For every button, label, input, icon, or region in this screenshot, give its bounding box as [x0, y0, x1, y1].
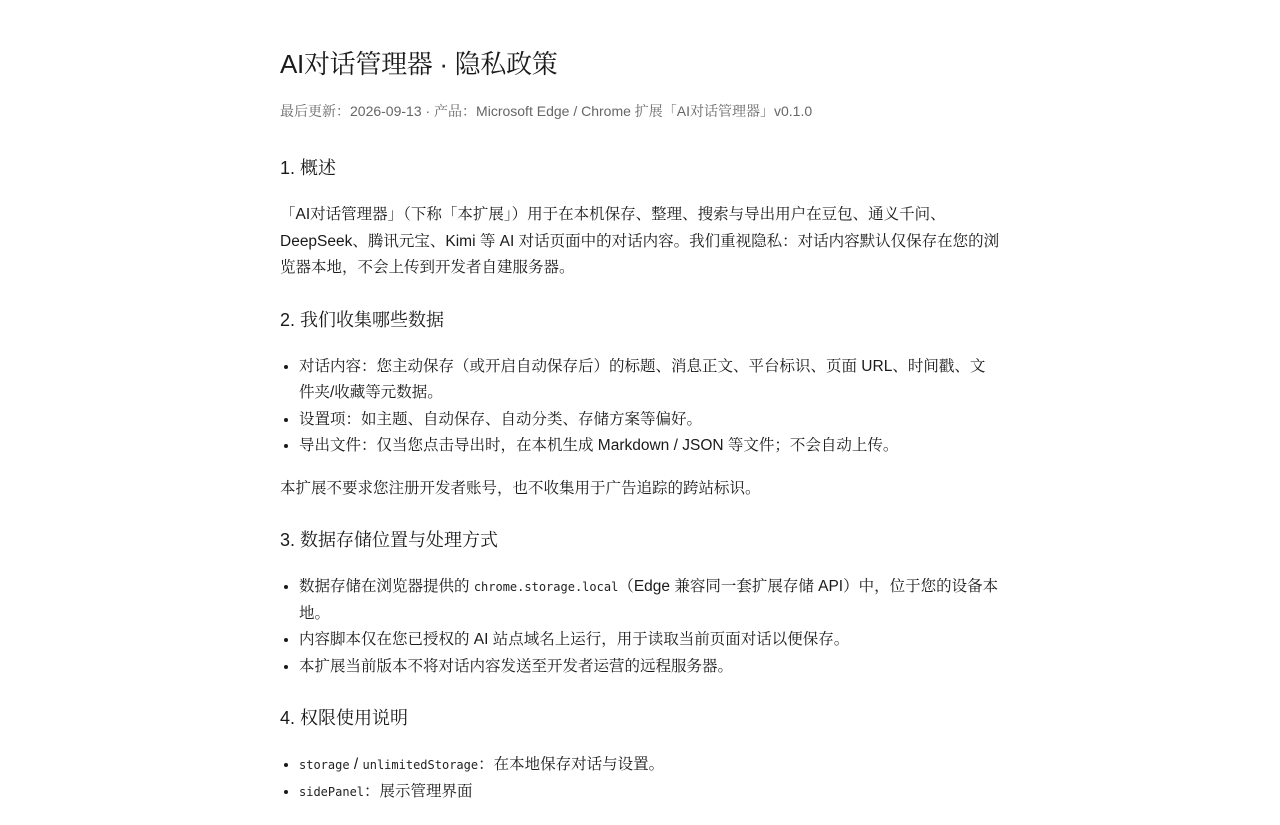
code-side-panel: sidePanel: [299, 784, 365, 799]
code-storage-local: chrome.storage.local: [473, 580, 619, 594]
item-text: ：展示管理界面: [364, 782, 473, 800]
section-permissions: [280, 700, 1000, 805]
storage-list: [280, 574, 1000, 680]
section-overview: [280, 150, 1000, 282]
item-text: ：在本地保存对话与设置。: [478, 756, 665, 773]
list-item: [299, 574, 1000, 627]
code-storage: storage: [299, 758, 350, 772]
section-heading: 1. 概述: [280, 158, 337, 178]
overview-paragraph: 「AI对话管理器」（下称「本扩展」）用于在本机保存、整理、搜索与导出用户在豆包、通义千问、DeepSeek、腾讯元宝、Kimi 等 AI 对话页面中的对话内容。我们重视隐私：对话内容默认仅保存在您的浏览器本地，不会上传到开发者自建服务器。: [280, 206, 1000, 276]
list-item: [299, 779, 1000, 806]
policy-content: [280, 150, 1000, 825]
list-item: [299, 752, 1000, 779]
page-title: AI对话管理器 · 隐私政策: [280, 49, 558, 79]
section-heading: 3. 数据存储位置与处理方式: [280, 530, 499, 550]
section-data-collected: [280, 302, 1000, 503]
no-tracking-paragraph: 本扩展不要求您注册开发者账号，也不收集用于广告追踪的跨站标识。: [280, 479, 761, 497]
list-item: • 对话内容：您主动保存（或开启自动保存后）的标题、消息正文、平台标识、页面 URL、时间戳、文件夹/收藏等元数据。: [299, 354, 1000, 407]
list-item: • 导出文件：仅当您点击导出时，在本机生成 Markdown / JSON 等文件；不会自动上传。: [299, 433, 1000, 460]
item-text: 数据存储在浏览器提供的: [299, 578, 474, 595]
section-storage: [280, 522, 1000, 680]
data-list: [280, 354, 1000, 460]
section-heading: 2. 我们收集哪些数据: [280, 309, 445, 330]
section-heading: 4. 权限使用说明: [280, 708, 409, 728]
code-unlimited-storage: unlimitedStorage: [362, 758, 479, 772]
list-item: • 设置项：如主题、自动保存、自动分类、存储方案等偏好。: [299, 407, 1000, 434]
list-item: • 内容脚本仅在您已授权的 AI 站点域名上运行，用于读取当前页面对话以便保存。: [299, 627, 1000, 654]
separator: /: [349, 756, 363, 773]
last-updated-meta: 最后更新：2026-09-13 · 产品：Microsoft Edge / Chrome 扩展「AI对话管理器」v0.1.0: [280, 103, 813, 119]
permissions-list: [280, 752, 1000, 805]
item-text: （Edge 兼容同一套扩展存储 API）中，位于您的设备本地。: [299, 578, 999, 622]
list-item: • 本扩展当前版本不将对话内容发送至开发者运营的远程服务器。: [299, 654, 1000, 681]
